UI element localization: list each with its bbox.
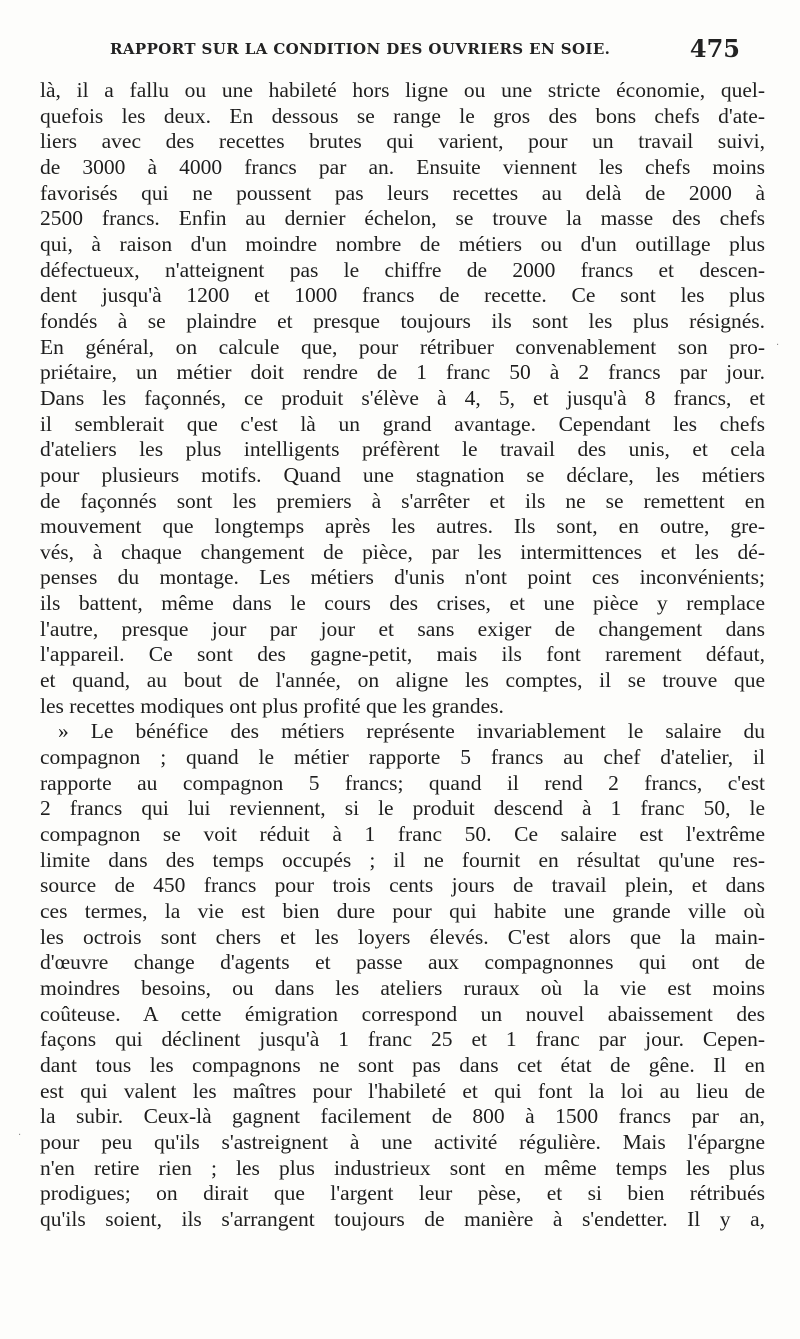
text-line: n'en retire rien ; les plus industrieux sont en même temps les plus: [40, 1155, 765, 1180]
text-line: En général, on calcule que, pour rétribuer convenablement son pro-: [40, 334, 765, 359]
text-line: d'ateliers les plus intelligents préfèrent le travail des unis, et cela: [40, 437, 765, 462]
margin-speck: ·: [18, 1130, 22, 1141]
text-line: et quand, au bout de l'année, on aligne les comptes, il se trouve que: [40, 668, 765, 693]
text-line: qu'ils soient, ils s'arrangent toujours de manière à s'endetter. Il y a,: [40, 1206, 765, 1231]
margin-speck: ·: [776, 340, 780, 351]
text-line: source de 450 francs pour trois cents jours de travail plein, et dans: [40, 873, 765, 898]
text-line: façons qui déclinent jusqu'à 1 franc 25 et 1 franc par jour. Cepen-: [40, 1027, 765, 1052]
text-line: limite dans des temps occupés ; il ne fournit en résultat qu'une res-: [40, 847, 765, 872]
text-line: fondés à se plaindre et presque toujours ils sont les plus résignés.: [40, 308, 765, 333]
text-line: est qui valent les maîtres pour l'habileté et qui font la loi au lieu de: [40, 1078, 765, 1103]
text-line: l'appareil. Ce sont des gagne-petit, mais ils font rarement défaut,: [40, 642, 765, 667]
text-line: d'œuvre change d'agents et passe aux compagnonnes qui ont de: [40, 950, 765, 975]
text-line: 2500 francs. Enfin au dernier échelon, se trouve la masse des chefs: [40, 206, 765, 231]
text-line: pour peu qu'ils s'astreignent à une activité régulière. Mais l'épargne: [40, 1129, 765, 1154]
text-line: Dans les façonnés, ce produit s'élève à 4, 5, et jusqu'à 8 francs, et: [40, 385, 765, 410]
text-line: de façonnés sont les premiers à s'arrêter et ils ne se remettent en: [40, 488, 765, 513]
text-line: la subir. Ceux-là gagnent facilement de 800 à 1500 francs par an,: [40, 1104, 765, 1129]
text-line: compagnon ; quand le métier rapporte 5 francs au chef d'atelier, il: [40, 745, 765, 770]
text-line: rapporte au compagnon 5 francs; quand il rend 2 francs, c'est: [40, 770, 765, 795]
text-line: dent jusqu'à 1200 et 1000 francs de recette. Ce sont les plus: [40, 283, 765, 308]
text-line-paragraph-start: » Le bénéfice des métiers représente invariablement le salaire du: [58, 719, 765, 744]
text-line: penses du montage. Les métiers d'unis n'ont point ces inconvénients;: [40, 565, 765, 590]
text-line: ces termes, la vie est bien dure pour qui habite une grande ville où: [40, 899, 765, 923]
body-text: [40, 78, 765, 1233]
text-line-paragraph-end: les recettes modiques ont plus profité que les grandes.: [40, 693, 504, 718]
text-line: les octrois sont chers et les loyers élevés. C'est alors que la main-: [40, 924, 765, 949]
text-line: coûteuse. A cette émigration correspond un nouvel abaissement des: [40, 1001, 765, 1026]
text-line: 2 francs qui lui reviennent, si le produit descend à 1 franc 50, le: [40, 796, 765, 821]
text-line: dant tous les compagnons ne sont pas dans cet état de gêne. Il en: [40, 1052, 765, 1077]
page-header: [110, 36, 740, 64]
text-line: priétaire, un métier doit rendre de 1 franc 50 à 2 francs par jour.: [40, 360, 765, 385]
text-line: quefois les deux. En dessous se range le gros des bons chefs d'ate-: [40, 103, 765, 128]
text-line: favorisés qui ne poussent pas leurs recettes au delà de 2000 à: [40, 180, 765, 205]
running-head: RAPPORT SUR LA CONDITION DES OUVRIERS EN SOIE.: [110, 40, 611, 58]
text-line: qui, à raison d'un moindre nombre de métiers ou d'un outillage plus: [40, 231, 765, 256]
text-line: de 3000 à 4000 francs par an. Ensuite viennent les chefs moins: [40, 154, 765, 179]
page-number: 475: [689, 34, 740, 63]
text-line: pour plusieurs motifs. Quand une stagnation se déclare, les métiers: [40, 462, 765, 487]
text-line: compagnon se voit réduit à 1 franc 50. Ce salaire est l'extrême: [40, 822, 765, 847]
text-line: ils battent, même dans le cours des crises, et une pièce y remplace: [40, 591, 765, 616]
text-line: prodigues; on dirait que l'argent leur pèse, et si bien rétribués: [40, 1181, 765, 1206]
text-line: vés, à chaque changement de pièce, par les intermittences et les dé-: [40, 539, 765, 564]
text-line: là, il a fallu ou une habileté hors ligne ou une stricte économie, quel-: [40, 78, 765, 102]
text-line: liers avec des recettes brutes qui varient, pour un travail suivi,: [40, 129, 765, 154]
text-line: moindres besoins, ou dans les ateliers ruraux où la vie est moins: [40, 975, 765, 1000]
text-line: il semblerait que c'est là un grand avantage. Cependant les chefs: [40, 411, 765, 436]
text-line: mouvement que longtemps après les autres. Ils sont, en outre, gre-: [40, 514, 765, 539]
text-line: défectueux, n'atteignent pas le chiffre de 2000 francs et descen-: [40, 257, 765, 282]
text-line: l'autre, presque jour par jour et sans exiger de changement dans: [40, 616, 765, 641]
